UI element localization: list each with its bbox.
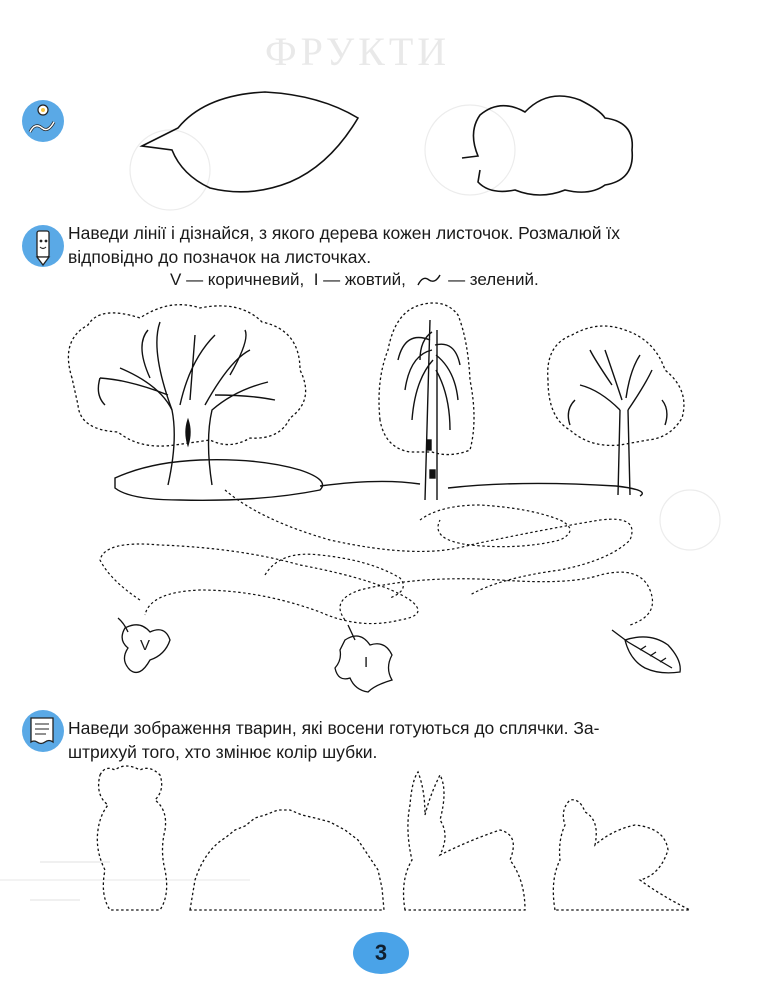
legend-green-text: — зелений. [443,270,539,289]
task3-line2: штрихуй того, хто змінює колір шубки. [68,742,378,762]
aspen-crown-dotted [548,326,684,445]
task3-line1: Наведи зображення тварин, які восени готуються до сплячки. За- [68,718,600,738]
legend-v-symbol: V [170,270,182,289]
leaf1-mark: V [140,637,151,654]
task3-instruction [68,716,599,764]
bear-outline [97,766,166,910]
leaf-outline [142,92,358,192]
task2-line2: відповідно до позначок на листочках. [68,247,372,267]
cloud-outline [462,96,632,195]
legend-i-symbol: I [313,270,319,289]
birch-tree [398,320,460,500]
legend-v-text: — коричневий, [181,270,314,289]
color-legend [170,270,539,290]
hare-outline [404,772,525,910]
maze-paths [100,490,653,625]
animal-silhouettes [97,766,690,910]
ghost-title: ФРУКТИ [265,29,451,74]
squirrel-outline [553,800,690,910]
aspen-tree [568,350,667,495]
task2-instruction [68,221,620,269]
leaf2-mark: I [364,654,369,671]
legend-i-text: — жовтий, [318,270,416,289]
hedgehog-outline [190,810,384,910]
leaf-aspen [612,630,680,673]
legend-wave-icon [415,272,443,288]
task2-line1: Наведи лінії і дізнайся, з якого дерева кожен листочок. Розмалюй їх [68,223,620,243]
page-number: 3 [353,932,409,974]
